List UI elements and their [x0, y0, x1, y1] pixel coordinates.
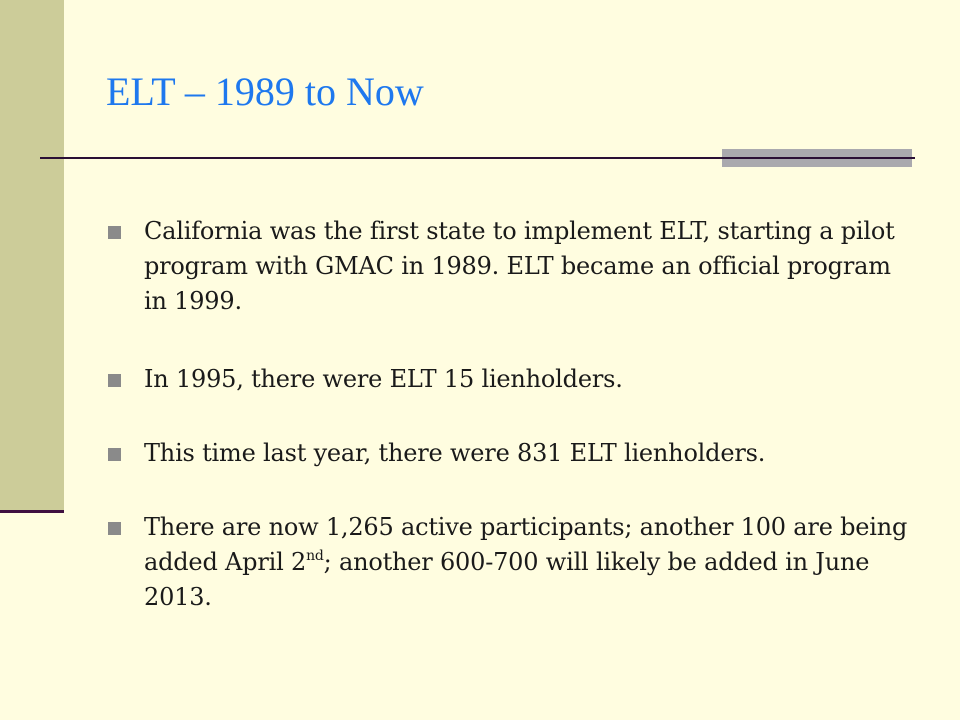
bullet-text — [144, 510, 908, 615]
bullet-text: In 1995, there were ELT 15 lienholders. — [144, 365, 623, 393]
bullet-text-part: There are now 1,265 active participants; another 100 are being added April 2 — [144, 513, 908, 576]
square-bullet-icon — [108, 522, 121, 535]
bullet-item — [108, 362, 908, 397]
square-bullet-icon — [108, 374, 121, 387]
slide-title: ELT – 1989 to Now — [106, 69, 424, 114]
left-bar-rule — [0, 510, 64, 513]
bullet-item — [108, 436, 908, 471]
title-rule-accent — [722, 149, 912, 167]
left-decorative-bar — [0, 0, 64, 510]
bullet-item — [108, 510, 908, 615]
bullet-text: This time last year, there were 831 ELT lienholders. — [144, 439, 766, 467]
bullet-text: California was the first state to implement ELT, starting a pilot program with GMAC in 1989. ELT became an official program in 1999. — [144, 217, 895, 315]
square-bullet-icon — [108, 448, 121, 461]
square-bullet-icon — [108, 226, 121, 239]
bullet-item — [108, 214, 908, 319]
bullet-text-part: ; another 600-700 will likely be added in June 2013. — [144, 548, 870, 611]
ordinal-superscript: nd — [306, 548, 324, 564]
